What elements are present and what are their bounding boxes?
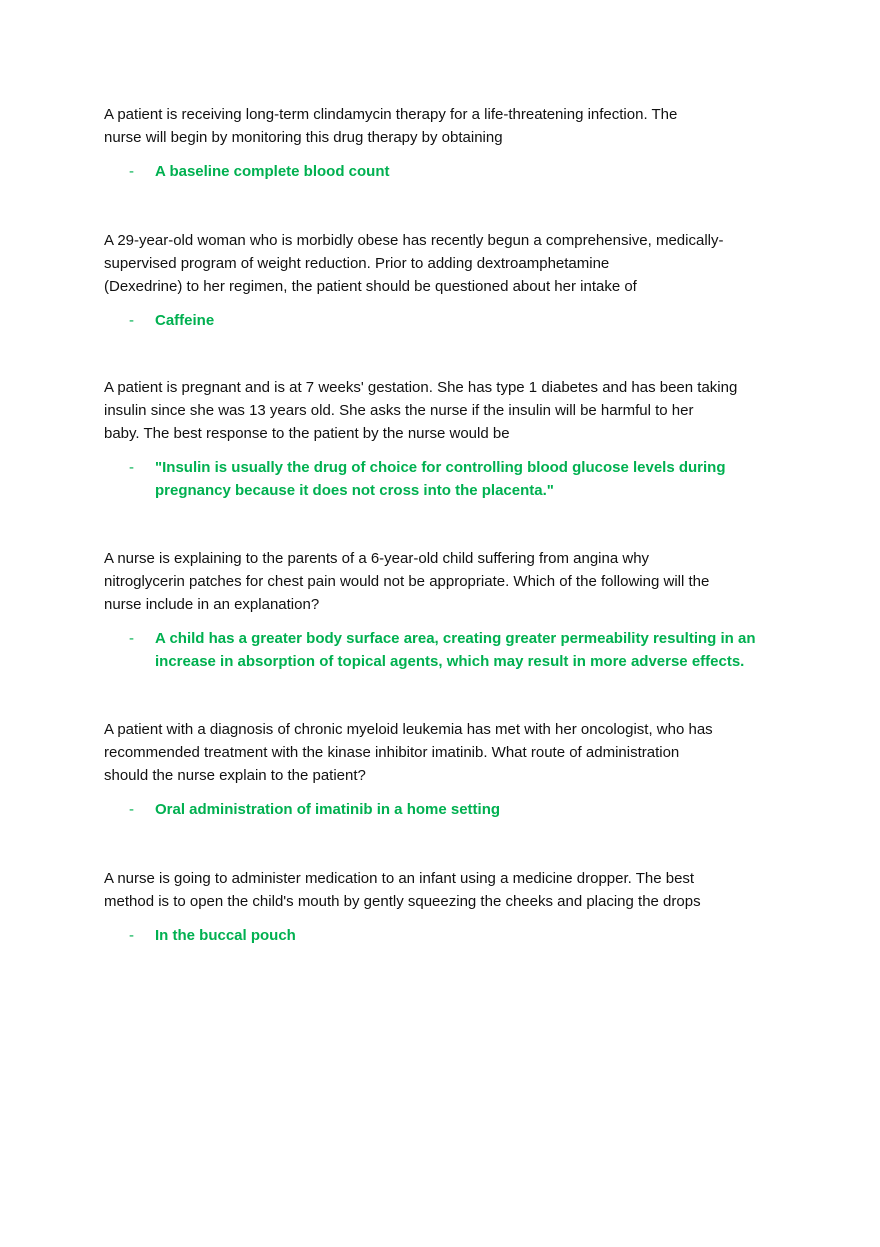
bullet-dash: -: [129, 459, 134, 476]
answer-text: [104, 924, 772, 947]
question-text: A patient is pregnant and is at 7 weeks' gestation. She has type 1 diabetes and has been taking insulin since she was 13 years old. She asks the nurse if the insulin will be harmful to her baby. The best response to the patient by the nurse would be: [104, 379, 738, 442]
answer-text: [104, 160, 772, 183]
answer-text: [104, 456, 772, 502]
bullet-dash: -: [129, 801, 134, 818]
answer-label: A baseline complete blood count: [155, 163, 390, 180]
qa-block-1: [104, 103, 772, 183]
answer-label: "Insulin is usually the drug of choice for controlling blood glucose levels during pregnancy because it does not cross into the placenta.": [155, 459, 726, 499]
bullet-dash: -: [129, 927, 134, 944]
qa-block-4: [104, 547, 772, 673]
qa-block-5: [104, 718, 772, 821]
question-text: A patient with a diagnosis of chronic myeloid leukemia has met with her oncologist, who has recommended treatment with the kinase inhibitor imatinib. What route of administration should the nurse explain to the patient?: [104, 721, 713, 784]
qa-block-2: [104, 229, 772, 332]
answer-label: In the buccal pouch: [155, 927, 296, 944]
question-text: A 29-year-old woman who is morbidly obese has recently begun a comprehensive, medically- supervised program of weight reduction. Prior to adding dextroamphetamine (Dexedrine) to her regimen, the patient should be questioned about her intake of: [104, 232, 724, 295]
question-text: A patient is receiving long-term clindamycin therapy for a life-threatening infection. The nurse will begin by monitoring this drug therapy by obtaining: [104, 106, 678, 146]
answer-text: [104, 309, 772, 332]
answer-text: [104, 627, 772, 673]
bullet-dash: -: [129, 163, 134, 180]
answer-label: Caffeine: [155, 312, 215, 329]
qa-block-3: [104, 376, 772, 502]
answer-text: [104, 798, 772, 821]
question-text: A nurse is going to administer medication to an infant using a medicine dropper. The best method is to open the child's mouth by gently squeezing the cheeks and placing the drops: [104, 870, 701, 910]
answer-label: Oral administration of imatinib in a home setting: [155, 801, 501, 818]
bullet-dash: -: [129, 630, 134, 647]
answer-label: A child has a greater body surface area, creating greater permeability resulting in an increase in absorption of topical agents, which may result in more adverse effects.: [155, 630, 756, 670]
qa-block-6: [104, 867, 772, 947]
bullet-dash: -: [129, 312, 134, 329]
question-text: A nurse is explaining to the parents of a 6-year-old child suffering from angina why nitroglycerin patches for chest pain would not be appropriate. Which of the following will the nurse include in an explanation?: [104, 550, 710, 613]
